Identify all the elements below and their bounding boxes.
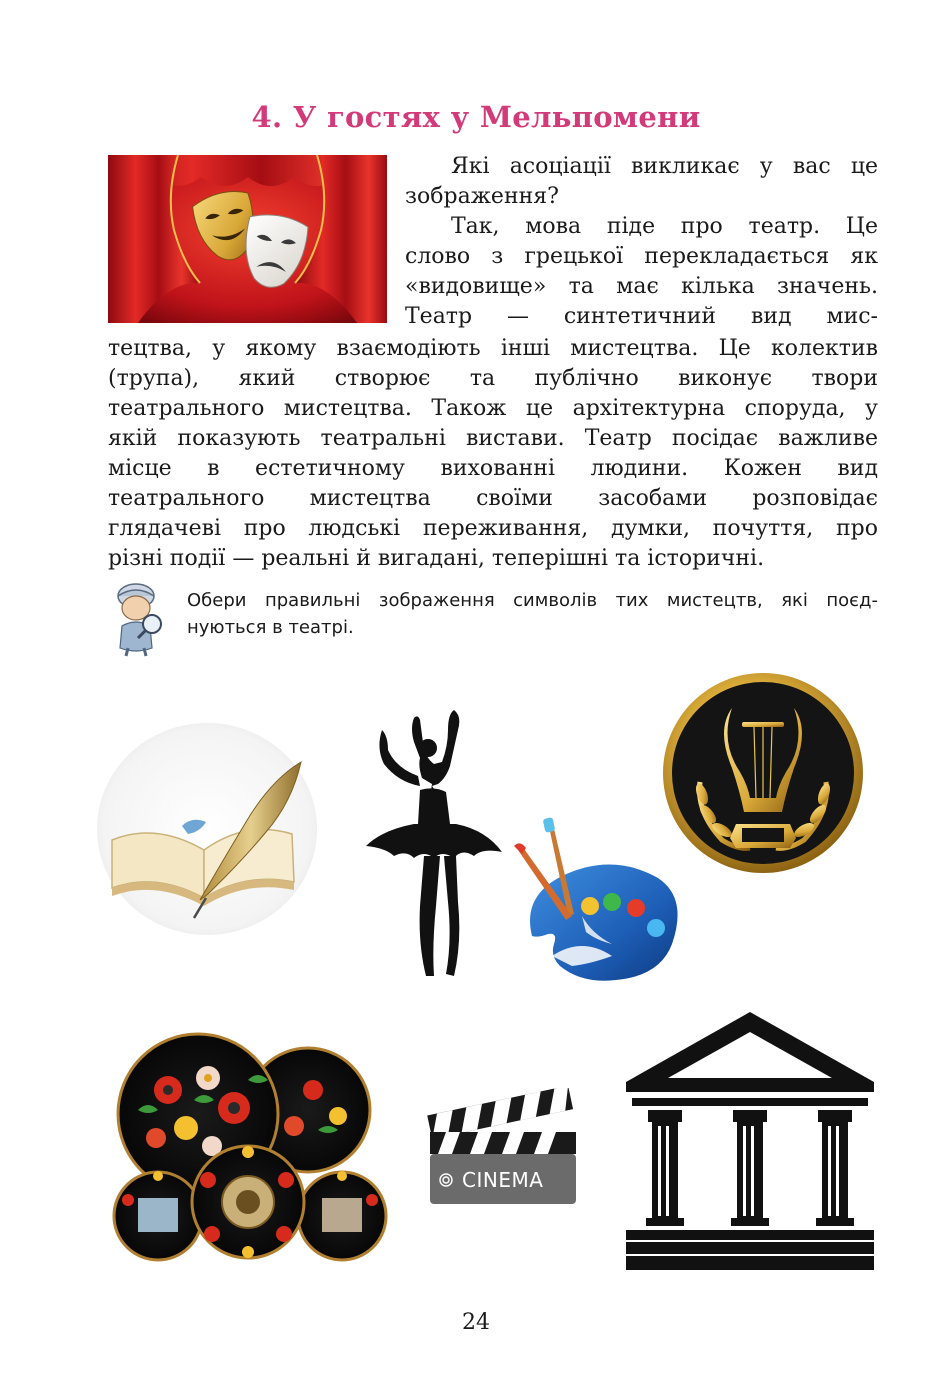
intro-line: Театр — синтетичний вид мис- [405, 304, 878, 329]
intro-line: Так, мова піде про театр. Це [451, 214, 878, 239]
body-line: тецтва, у якому взаємодіють інші мистецтва. Це колектив [108, 336, 878, 361]
task-instruction-line: Обери правильні зображення символів тих мистецтв, які поєд- [187, 590, 878, 611]
page-number: 24 [462, 1310, 490, 1335]
intro-line: Які асоціації викликає у вас це [451, 154, 878, 179]
body-line: театрального мистецтва своїми засобами розповідає [108, 486, 878, 511]
classical-temple-architecture-image [626, 1012, 874, 1270]
body-line: театрального мистецтва. Також це архітектурна споруда, у [108, 396, 878, 421]
task-instruction-line: нуються в театрі. [187, 617, 354, 638]
ballerina-dance-image [362, 706, 512, 982]
intro-line: «видовище» та має кілька значень. [405, 274, 878, 299]
body-line: різні події — реальні й вигадані, теперішні та історичні. [108, 546, 765, 571]
page-title: 4. У гостях у Мельпомени [251, 100, 701, 134]
detective-magnifier-icon [108, 578, 170, 658]
intro-line: зображення? [405, 184, 559, 209]
lyre-music-medallion-image [660, 672, 866, 874]
body-line: місце в естетичному вихованні людини. Кожен вид [108, 456, 878, 481]
body-line: (трупа), який створює та публічно виконує твори [108, 366, 878, 391]
body-line: глядачеві про людські переживання, думки, почуття, про [108, 516, 878, 541]
cinema-label: CINEMA [462, 1168, 544, 1192]
petrykivka-painted-plates-image [108, 1030, 390, 1266]
theatre-masks-image [108, 155, 387, 323]
body-line: якій показують театральні вистави. Театр посідає важливе [108, 426, 878, 451]
book-quill-literature-image [96, 722, 318, 936]
intro-line: слово з грецької перекладається як [405, 244, 878, 269]
